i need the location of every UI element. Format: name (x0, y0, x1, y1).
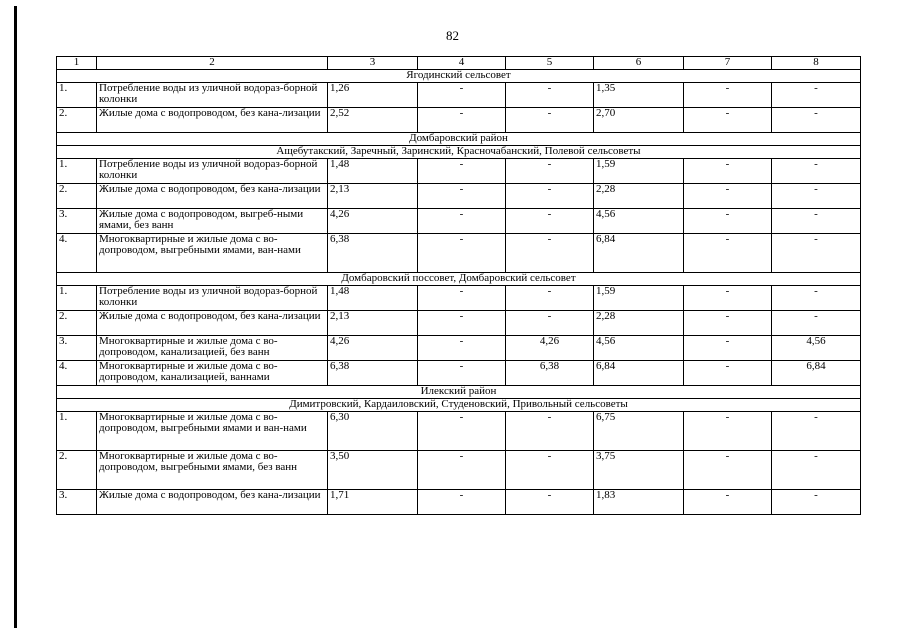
row-description: Жилые дома с водопроводом, без кана-лизации (97, 108, 328, 133)
value-col3: 6,38 (328, 361, 418, 386)
value-col6: 1,59 (594, 159, 684, 184)
value-col8: - (772, 286, 861, 311)
value-col4: - (418, 209, 506, 234)
value-col4: - (418, 490, 506, 515)
value-col3: 6,38 (328, 234, 418, 273)
row-description: Многоквартирные и жилые дома с во-допроводом, выгребными ямами, без ванн (97, 451, 328, 490)
value-col4: - (418, 311, 506, 336)
value-col4: - (418, 412, 506, 451)
row-description: Потребление воды из уличной водораз-борной колонки (97, 83, 328, 108)
col-header: 1 (57, 57, 97, 70)
value-col8: - (772, 412, 861, 451)
value-col6: 2,28 (594, 184, 684, 209)
table-row (57, 451, 861, 490)
table-body (57, 70, 861, 515)
table-row (57, 209, 861, 234)
section-row (57, 399, 861, 412)
table-row (57, 361, 861, 386)
value-col7: - (684, 336, 772, 361)
value-col3: 2,52 (328, 108, 418, 133)
value-col7: - (684, 108, 772, 133)
table-row (57, 286, 861, 311)
row-description: Многоквартирные и жилые дома с во-допроводом, канализацией, без ванн (97, 336, 328, 361)
row-number: 2. (57, 184, 97, 209)
section-title: Ягодинский сельсовет (57, 70, 861, 83)
value-col3: 6,30 (328, 412, 418, 451)
value-col6: 1,83 (594, 490, 684, 515)
value-col3: 1,71 (328, 490, 418, 515)
value-col5: - (506, 234, 594, 273)
value-col5: - (506, 83, 594, 108)
row-number: 3. (57, 490, 97, 515)
value-col3: 1,48 (328, 286, 418, 311)
value-col3: 1,26 (328, 83, 418, 108)
table-row (57, 490, 861, 515)
value-col4: - (418, 336, 506, 361)
row-number: 1. (57, 286, 97, 311)
value-col6: 3,75 (594, 451, 684, 490)
value-col8: - (772, 108, 861, 133)
value-col5: - (506, 184, 594, 209)
col-header: 7 (684, 57, 772, 70)
value-col5: - (506, 286, 594, 311)
value-col5: - (506, 311, 594, 336)
row-number: 4. (57, 361, 97, 386)
col-header: 3 (328, 57, 418, 70)
value-col5: 6,38 (506, 361, 594, 386)
value-col6: 6,84 (594, 234, 684, 273)
value-col8: - (772, 83, 861, 108)
value-col3: 4,26 (328, 209, 418, 234)
row-number: 2. (57, 451, 97, 490)
row-number: 1. (57, 159, 97, 184)
value-col5: - (506, 108, 594, 133)
row-number: 4. (57, 234, 97, 273)
row-description: Многоквартирные и жилые дома с во-допроводом, канализацией, ваннами (97, 361, 328, 386)
section-title: Ащебутакский, Заречный, Заринский, Красночабанский, Полевой сельсоветы (57, 146, 861, 159)
value-col4: - (418, 234, 506, 273)
value-col8: - (772, 490, 861, 515)
value-col7: - (684, 490, 772, 515)
value-col4: - (418, 361, 506, 386)
value-col5: 4,26 (506, 336, 594, 361)
section-title: Илекский район (57, 386, 861, 399)
norms-table (56, 56, 861, 515)
section-title: Домбаровский район (57, 133, 861, 146)
col-header: 4 (418, 57, 506, 70)
section-row (57, 273, 861, 286)
value-col6: 2,70 (594, 108, 684, 133)
value-col6: 1,59 (594, 286, 684, 311)
value-col8: - (772, 184, 861, 209)
row-number: 1. (57, 412, 97, 451)
table-row (57, 311, 861, 336)
value-col8: 6,84 (772, 361, 861, 386)
value-col7: - (684, 159, 772, 184)
value-col3: 3,50 (328, 451, 418, 490)
row-number: 3. (57, 209, 97, 234)
table-row (57, 83, 861, 108)
row-description: Многоквартирные и жилые дома с во-допроводом, выгребными ямами, ван-нами (97, 234, 328, 273)
table-row (57, 184, 861, 209)
value-col8: - (772, 311, 861, 336)
row-number: 2. (57, 108, 97, 133)
value-col8: - (772, 159, 861, 184)
value-col3: 4,26 (328, 336, 418, 361)
value-col5: - (506, 490, 594, 515)
value-col6: 1,35 (594, 83, 684, 108)
page-edge-bar (14, 6, 17, 628)
value-col4: - (418, 108, 506, 133)
value-col5: - (506, 412, 594, 451)
value-col7: - (684, 184, 772, 209)
value-col6: 6,75 (594, 412, 684, 451)
value-col3: 1,48 (328, 159, 418, 184)
col-header: 6 (594, 57, 684, 70)
row-description: Жилые дома с водопроводом, без кана-лизации (97, 184, 328, 209)
value-col7: - (684, 451, 772, 490)
value-col5: - (506, 209, 594, 234)
value-col3: 2,13 (328, 311, 418, 336)
value-col4: - (418, 184, 506, 209)
value-col7: - (684, 209, 772, 234)
value-col5: - (506, 159, 594, 184)
value-col7: - (684, 286, 772, 311)
row-description: Жилые дома с водопроводом, без кана-лизации (97, 311, 328, 336)
value-col7: - (684, 412, 772, 451)
value-col4: - (418, 286, 506, 311)
table-row (57, 412, 861, 451)
header-row (57, 57, 861, 70)
row-description: Потребление воды из уличной водораз-борной колонки (97, 159, 328, 184)
row-description: Многоквартирные и жилые дома с во-допроводом, выгребными ямами и ван-нами (97, 412, 328, 451)
section-title: Димитровский, Кардаиловский, Студеновский, Привольный сельсоветы (57, 399, 861, 412)
value-col8: - (772, 234, 861, 273)
value-col7: - (684, 311, 772, 336)
table-row (57, 234, 861, 273)
section-row (57, 386, 861, 399)
section-row (57, 146, 861, 159)
value-col6: 6,84 (594, 361, 684, 386)
row-number: 3. (57, 336, 97, 361)
value-col5: - (506, 451, 594, 490)
value-col6: 4,56 (594, 336, 684, 361)
row-description: Потребление воды из уличной водораз-борной колонки (97, 286, 328, 311)
section-row (57, 70, 861, 83)
section-title: Домбаровский поссовет, Домбаровский сельсовет (57, 273, 861, 286)
value-col7: - (684, 83, 772, 108)
table-row (57, 108, 861, 133)
value-col3: 2,13 (328, 184, 418, 209)
value-col8: - (772, 451, 861, 490)
row-number: 2. (57, 311, 97, 336)
value-col7: - (684, 361, 772, 386)
row-number: 1. (57, 83, 97, 108)
col-header: 2 (97, 57, 328, 70)
section-row (57, 133, 861, 146)
col-header: 5 (506, 57, 594, 70)
row-description: Жилые дома с водопроводом, выгреб-ными ямами, без ванн (97, 209, 328, 234)
value-col6: 2,28 (594, 311, 684, 336)
value-col6: 4,56 (594, 209, 684, 234)
col-header: 8 (772, 57, 861, 70)
table-row (57, 336, 861, 361)
page-number: 82 (446, 28, 459, 43)
value-col4: - (418, 451, 506, 490)
value-col4: - (418, 159, 506, 184)
value-col4: - (418, 83, 506, 108)
row-description: Жилые дома с водопроводом, без кана-лизации (97, 490, 328, 515)
value-col8: 4,56 (772, 336, 861, 361)
value-col8: - (772, 209, 861, 234)
value-col7: - (684, 234, 772, 273)
table-row (57, 159, 861, 184)
